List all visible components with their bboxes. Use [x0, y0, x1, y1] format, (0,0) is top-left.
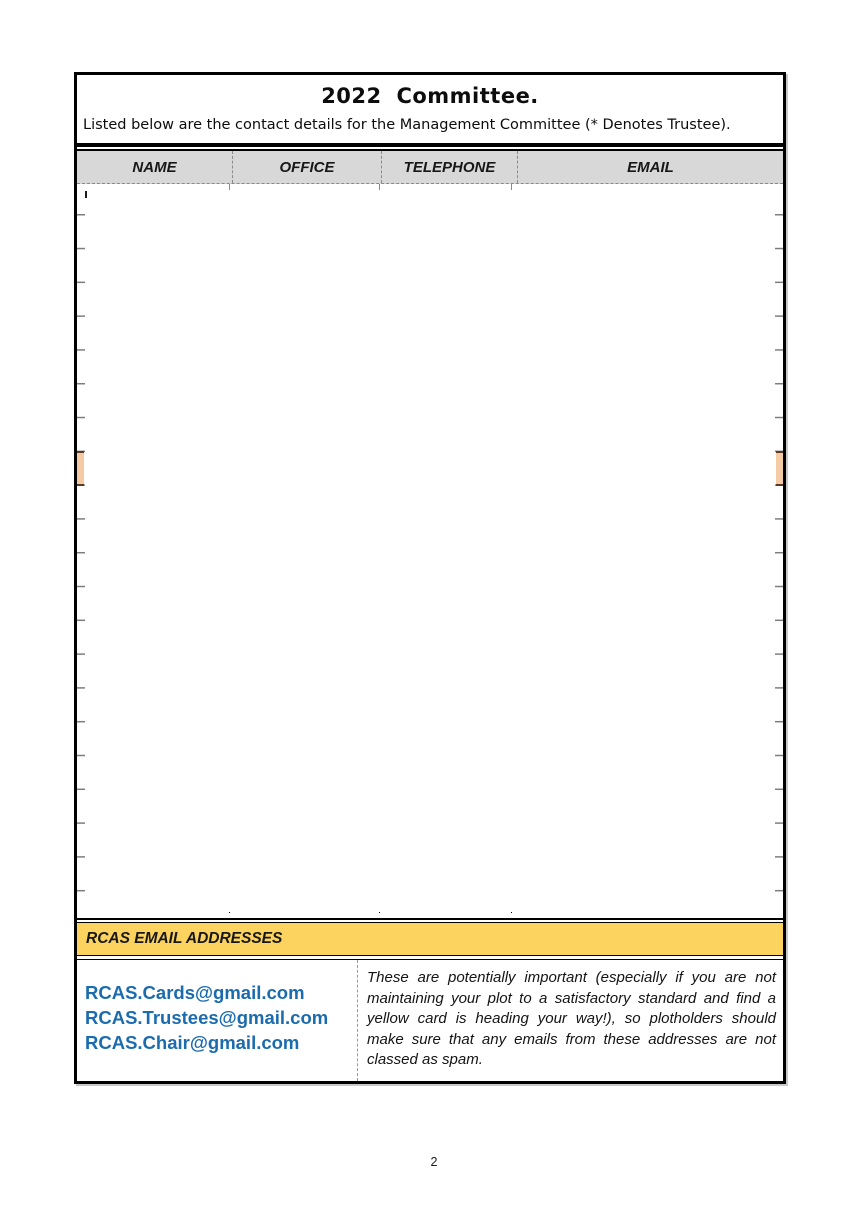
column-divider-stub — [511, 912, 512, 918]
committee-table-header-row — [77, 149, 783, 184]
row-divider-stubs-left — [77, 184, 85, 896]
row-divider-stubs-right — [775, 184, 783, 896]
email-address-list — [77, 960, 358, 1081]
column-divider-stub — [229, 184, 230, 190]
column-divider-stub — [379, 912, 380, 918]
redacted-text-stub — [85, 191, 87, 198]
title-block — [77, 75, 783, 147]
email-link-cards[interactable]: RCAS.Cards@gmail.com — [85, 982, 305, 1003]
email-importance-note: These are potentially important (especially if you are not maintaining your plot to a satisfactory standard and find a yellow card is heading your way!), so plotholders should make sure that any emails from these addresses are not classed as spam. — [367, 969, 776, 1068]
page-title: 2022 Committee. — [321, 84, 539, 108]
email-note-cell — [358, 960, 783, 1081]
column-divider-stub — [511, 184, 512, 190]
column-header-telephone: TELEPHONE — [382, 151, 518, 183]
committee-table-body-redacted — [77, 184, 783, 920]
rcas-email-addresses-banner — [77, 922, 783, 956]
column-divider-stub — [229, 912, 230, 918]
page-number: 2 — [430, 1155, 438, 1169]
committee-contact-document — [74, 72, 786, 1084]
banner-label: RCAS EMAIL ADDRESSES — [86, 930, 283, 947]
highlighted-row-stub-left — [77, 451, 84, 486]
column-header-office: OFFICE — [233, 151, 382, 183]
column-header-name: NAME — [77, 151, 233, 183]
email-section — [77, 959, 783, 1081]
page-subtitle: Listed below are the contact details for the Management Committee (* Denotes Trustee). — [83, 117, 731, 133]
email-link-chair[interactable]: RCAS.Chair@gmail.com — [85, 1032, 300, 1053]
column-header-email: EMAIL — [627, 158, 674, 176]
highlighted-row-stub-right — [776, 451, 783, 486]
email-link-trustees[interactable]: RCAS.Trustees@gmail.com — [85, 1007, 329, 1028]
column-divider-stub — [379, 184, 380, 190]
